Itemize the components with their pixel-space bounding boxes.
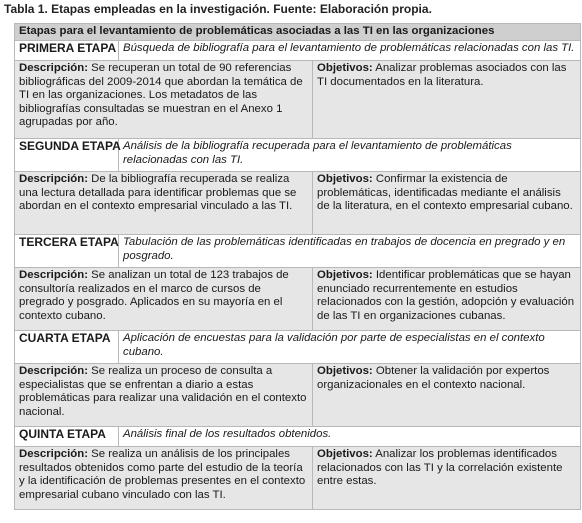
descripcion-label: Descripción: (19, 448, 88, 461)
stage-row (15, 235, 581, 268)
objetivos-label: Objetivos: (317, 448, 373, 461)
stage-title: Tabulación de las problemáticas identificadas en trabajos de docencia en pregrado y en posgrado. (119, 235, 581, 268)
stage-descripcion (15, 172, 313, 235)
stage-title: Aplicación de encuestas para la validación por parte de especialistas en el contexto cubano. (119, 331, 581, 364)
objetivos-label: Objetivos: (317, 173, 373, 186)
stage-objetivos (313, 364, 581, 427)
objetivos-label: Objetivos: (317, 62, 373, 75)
stage-detail-row (15, 268, 581, 331)
stage-detail-row (15, 61, 581, 139)
objetivos-text: Confirmar la existencia de problemáticas, identificadas mediante el análisis de la literatura, en el contexto empresarial cubano. (317, 173, 573, 213)
stage-descripcion (15, 268, 313, 331)
stage-title: Análisis final de los resultados obtenidos. (119, 427, 581, 447)
stage-name: PRIMERA ETAPA (15, 41, 119, 61)
objetivos-label: Objetivos: (317, 365, 373, 378)
table-header-row (15, 24, 581, 41)
objetivos-text: Analizar los problemas identificados relacionados con las TI y la correlación existente entre estas. (317, 448, 563, 488)
stage-name: SEGUNDA ETAPA (15, 139, 119, 172)
table-caption: Tabla 1. Etapas empleadas en la investigación. Fuente: Elaboración propia. (4, 2, 432, 16)
descripcion-text: De la bibliografía recuperada se realiza una lectura detallada para identificar problemas que se abordan en el contexto empresarial vinculado a las TI. (19, 173, 297, 213)
descripcion-text: Se realiza un proceso de consulta a especialistas que se enfrentan a diario a estas problemáticas para realizar una validación en el contexto nacional. (19, 365, 307, 418)
stage-row (15, 139, 581, 172)
descripcion-text: Se recuperan un total de 90 referencias bibliográficas del 2009-2014 que abordan la temática de TI en las organizaciones. Los metadatos de las bibliografías consultadas se muestran en el Anexo 1 agrupadas por año. (19, 62, 303, 129)
descripcion-text: Se realiza un análisis de los principales resultados obtenidos como parte del estudio de la teoría y la identificación de problemas presentes en el contexto empresarial cubano vinculado con las TI. (19, 448, 306, 501)
stage-row (15, 41, 581, 61)
stage-objetivos (313, 61, 581, 139)
objetivos-text: Identificar problemáticas que se hayan enunciado recurrentemente en estudios relacionados con la gestión, adopción y evaluación de las TI en organizaciones cubanas. (317, 269, 575, 322)
stage-title: Análisis de la bibliografía recuperada para el levantamiento de problemáticas relacionadas con las TI. (119, 139, 581, 172)
stage-name: TERCERA ETAPA (15, 235, 119, 268)
stage-descripcion (15, 61, 313, 139)
stage-title: Búsqueda de bibliografía para el levantamiento de problemáticas relacionadas con las TI. (119, 41, 581, 61)
stage-detail-row (15, 447, 581, 510)
descripcion-text: Se analizan un total de 123 trabajos de consultoría realizados en el marco de cursos de pregrado y posgrado. Aplicados en su mayoría en el contexto cubano. (19, 269, 289, 322)
stage-detail-row (15, 172, 581, 235)
stage-descripcion (15, 364, 313, 427)
stage-name: QUINTA ETAPA (15, 427, 119, 447)
descripcion-label: Descripción: (19, 62, 88, 75)
stage-name: CUARTA ETAPA (15, 331, 119, 364)
table-header: Etapas para el levantamiento de problemáticas asociadas a las TI en las organizaciones (15, 24, 581, 41)
stage-objetivos (313, 447, 581, 510)
objetivos-text: Obtener la validación por expertos organizacionales en el contexto nacional. (317, 365, 550, 391)
stage-objetivos (313, 268, 581, 331)
objetivos-label: Objetivos: (317, 269, 373, 282)
stages-table (14, 23, 581, 510)
stage-row (15, 331, 581, 364)
stage-descripcion (15, 447, 313, 510)
stage-objetivos (313, 172, 581, 235)
descripcion-label: Descripción: (19, 173, 88, 186)
stage-detail-row (15, 364, 581, 427)
stage-row (15, 427, 581, 447)
descripcion-label: Descripción: (19, 269, 88, 282)
objetivos-text: Analizar problemas asociados con las TI documentados en la literatura. (317, 62, 567, 88)
descripcion-label: Descripción: (19, 365, 88, 378)
